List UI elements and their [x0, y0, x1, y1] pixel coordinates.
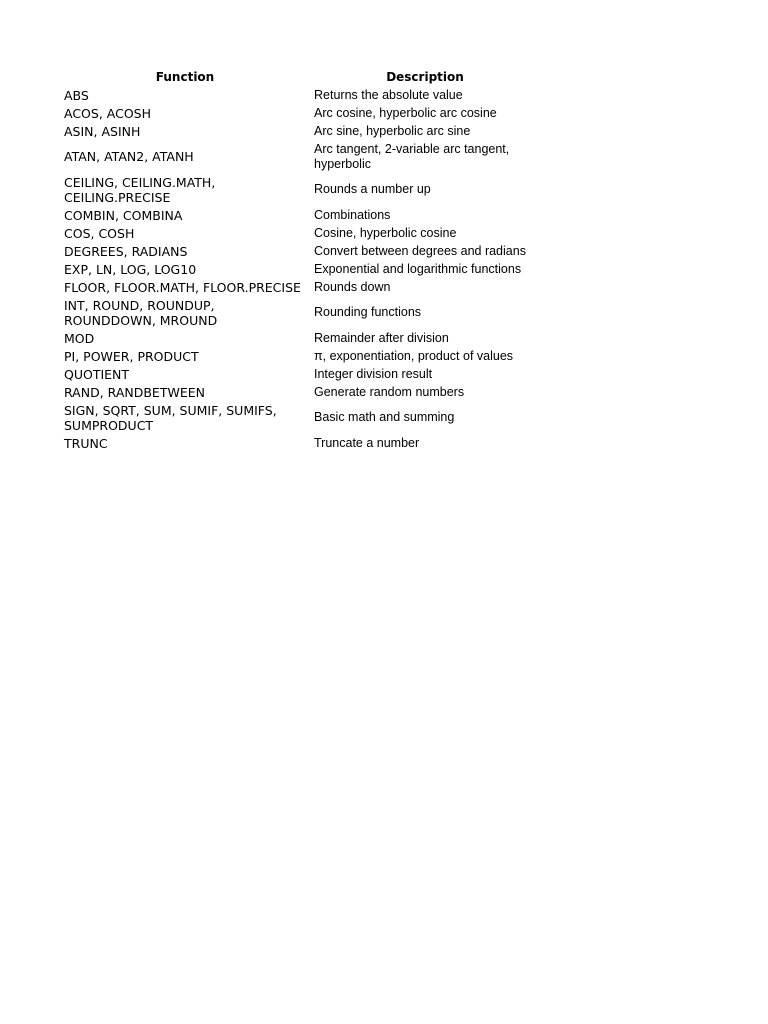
table-row [60, 278, 540, 296]
function-cell: ACOS, ACOSH [64, 105, 152, 121]
table-row [60, 122, 540, 140]
function-cell: DEGREES, RADIANS [64, 243, 188, 259]
function-cell: FLOOR, FLOOR.MATH, FLOOR.PRECISE [64, 279, 301, 295]
table-row [60, 224, 540, 242]
description-cell: Truncate a number [314, 435, 420, 450]
table-row [60, 383, 540, 401]
table-row [60, 365, 540, 383]
description-cell: Convert between degrees and radians [314, 243, 526, 258]
function-column-header: Function [155, 70, 215, 84]
table-row [60, 242, 540, 260]
function-cell: QUOTIENT [64, 366, 130, 382]
function-cell: COMBIN, COMBINA [64, 207, 183, 223]
table-row [60, 347, 540, 365]
table-header-row [60, 68, 540, 86]
table-row [60, 206, 540, 224]
description-cell: Arc tangent, 2-variable arc tangent, hyperbolic [314, 141, 510, 171]
description-cell: Remainder after division [314, 330, 449, 345]
function-cell: COS, COSH [64, 225, 135, 241]
function-cell: PI, POWER, PRODUCT [64, 348, 199, 364]
table-row [60, 173, 540, 206]
function-cell: CEILING, CEILING.MATH, CEILING.PRECISE [64, 174, 216, 205]
table-row [60, 86, 540, 104]
description-cell: Returns the absolute value [314, 87, 463, 102]
description-cell: Rounding functions [314, 305, 422, 319]
description-cell: Exponential and logarithmic functions [314, 261, 522, 276]
description-cell: Arc cosine, hyperbolic arc cosine [314, 105, 497, 120]
table-row [60, 104, 540, 122]
function-cell: SIGN, SQRT, SUM, SUMIF, SUMIFS, SUMPRODUCT [64, 402, 277, 433]
table-row [60, 260, 540, 278]
description-cell: Rounds down [314, 279, 391, 294]
function-cell: MOD [64, 330, 95, 346]
description-cell: Generate random numbers [314, 384, 465, 399]
table-row [60, 401, 540, 434]
description-cell: Cosine, hyperbolic cosine [314, 225, 457, 240]
function-table [60, 68, 540, 452]
function-cell: INT, ROUND, ROUNDUP, ROUNDDOWN, MROUND [64, 297, 218, 328]
function-cell: TRUNC [64, 435, 108, 451]
description-cell: Basic math and summing [314, 410, 455, 424]
function-cell: ABS [64, 87, 89, 103]
table-row [60, 434, 540, 452]
table-row [60, 140, 540, 173]
description-cell: Arc sine, hyperbolic arc sine [314, 123, 471, 138]
function-cell: RAND, RANDBETWEEN [64, 384, 205, 400]
function-cell: EXP, LN, LOG, LOG10 [64, 261, 197, 277]
description-cell: Integer division result [314, 366, 433, 381]
function-cell: ATAN, ATAN2, ATANH [64, 149, 194, 164]
description-column-header: Description [386, 70, 464, 84]
function-cell: ASIN, ASINH [64, 123, 141, 139]
description-cell: π, exponentiation, product of values [314, 348, 514, 363]
description-cell: Combinations [314, 207, 391, 222]
description-cell: Rounds a number up [314, 182, 431, 196]
table-row [60, 296, 540, 329]
table-row [60, 329, 540, 347]
